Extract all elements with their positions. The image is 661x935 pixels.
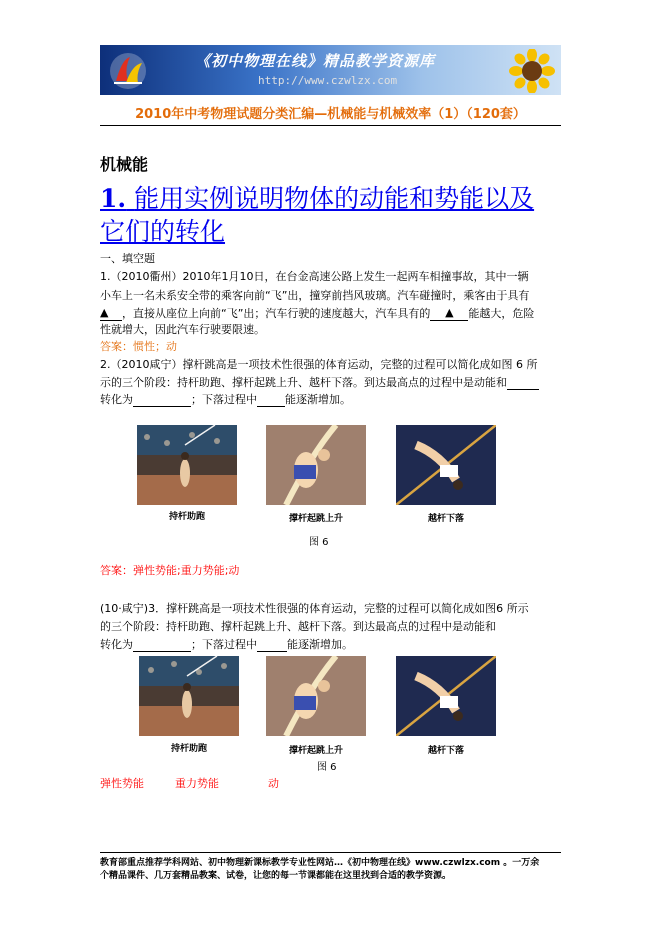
photo-pole-rise-2	[266, 656, 366, 736]
banner-url: http://www.czwlzx.com	[258, 74, 398, 87]
q3-line3-c: 能逐渐增加。	[287, 638, 353, 651]
topic-heading-line1: 能用实例说明物体的动能和势能以及	[134, 184, 535, 213]
sunflower-icon	[507, 49, 557, 93]
q3-answer-2: 重力势能	[175, 777, 219, 790]
q3-line1: (10·咸宁)3．撑杆跳高是一项技术性很强的体育运动，完整的过程可以简化成如图6 所示	[100, 602, 529, 615]
q2-line3-a: 转化为	[100, 393, 133, 406]
document-title: 2010年中考物理试题分类汇编—机械能与机械效率（1）（120套）	[135, 107, 526, 122]
q1-line1: 1.（2010衢州）2010年1月10日，在台金高速公路上发生一起两车相撞事故，其中一辆	[100, 270, 529, 283]
q3-line3	[100, 638, 353, 652]
q2-line3-c: 能逐渐增加。	[285, 393, 351, 406]
footer-line2: 个精品课件、几万套精品教案、试卷，让您的每一节课都能在这里找到合适的教学资源。	[100, 871, 452, 881]
q3-blank2	[257, 651, 287, 652]
q2-blank0	[507, 389, 539, 390]
photo-clear-bar-2	[396, 656, 496, 736]
topic-heading[interactable]	[100, 182, 570, 248]
q3-caption-clear-bar: 越杆下落	[427, 746, 464, 756]
q2-caption-clear-bar: 越杆下落	[427, 514, 464, 524]
topic-number: 1.	[100, 184, 127, 213]
q3-answer-3: 动	[268, 777, 279, 790]
footer	[100, 857, 570, 883]
q1-line2: 小车上一名未系安全带的乘客向前“飞”出，撞穿前挡风玻璃。汽车碰撞时，乘客由于具有	[100, 289, 530, 302]
topic-heading-line2: 它们的转化	[100, 217, 226, 246]
q3-line3-a: 转化为	[100, 638, 133, 651]
q1-blank1: ▲	[100, 306, 122, 321]
q2-figure-label: 图 6	[309, 537, 329, 548]
q1-line3	[100, 306, 534, 321]
q2-caption-pole-rise: 撑杆起跳上升	[288, 514, 343, 524]
q1-line3-text: ，直接从座位上向前“飞”出；汽车行驶的速度越大，汽车具有的	[122, 307, 431, 320]
photo-pole-rise	[266, 425, 366, 505]
header-banner	[100, 45, 561, 95]
q1-line4: 性就增大，因此汽车行驶要限速。	[100, 323, 265, 336]
q2-caption-run-up: 持杆助跑	[168, 512, 205, 522]
photo-clear-bar	[396, 425, 496, 505]
footer-divider	[100, 852, 561, 853]
logo-icon	[108, 51, 148, 91]
title-divider	[100, 125, 561, 126]
q3-line3-b: ；下落过程中	[191, 638, 257, 651]
q3-caption-pole-rise: 撑杆起跳上升	[288, 746, 343, 756]
q2-line2	[100, 376, 539, 390]
q2-answer: 答案：弹性势能;重力势能;动	[100, 564, 240, 577]
q2-blank2	[257, 406, 285, 407]
part-label: 一、填空题	[100, 252, 155, 265]
q3-caption-run-up: 持杆助跑	[170, 744, 207, 754]
q1-line3-end: 能越大，危险	[468, 307, 535, 320]
q1-answer: 答案：惯性；动	[100, 340, 177, 353]
q1-blank2: ▲	[430, 306, 468, 321]
section-title: 机械能	[100, 155, 149, 174]
q3-line2: 的三个阶段：持杆助跑、撑杆起跳上升、越杆下落。到达最高点的过程中是动能和	[100, 620, 496, 633]
photo-run-up	[137, 425, 237, 505]
q2-line3-b: ；下落过程中	[191, 393, 257, 406]
q2-line3	[100, 393, 351, 407]
q2-line2-text: 示的三个阶段：持杆助跑、撑杆起跳上升、越杆下落。到达最高点的过程中是动能和	[100, 376, 507, 389]
q2-line1: 2.（2010咸宁）撑杆跳高是一项技术性很强的体育运动，完整的过程可以简化成如图 6 所	[100, 358, 538, 371]
photo-run-up-2	[139, 656, 239, 736]
footer-line1: 教育部重点推荐学科网站、初中物理新课标教学专业性网站…《初中物理在线》www.czwlzx.com 。一万余	[100, 858, 540, 868]
q3-figure-label: 图 6	[317, 762, 337, 773]
q2-blank1	[133, 406, 191, 407]
q3-answer-1: 弹性势能	[100, 777, 144, 790]
q3-blank1	[133, 651, 191, 652]
banner-title: 《初中物理在线》精品教学资源库	[195, 52, 436, 70]
